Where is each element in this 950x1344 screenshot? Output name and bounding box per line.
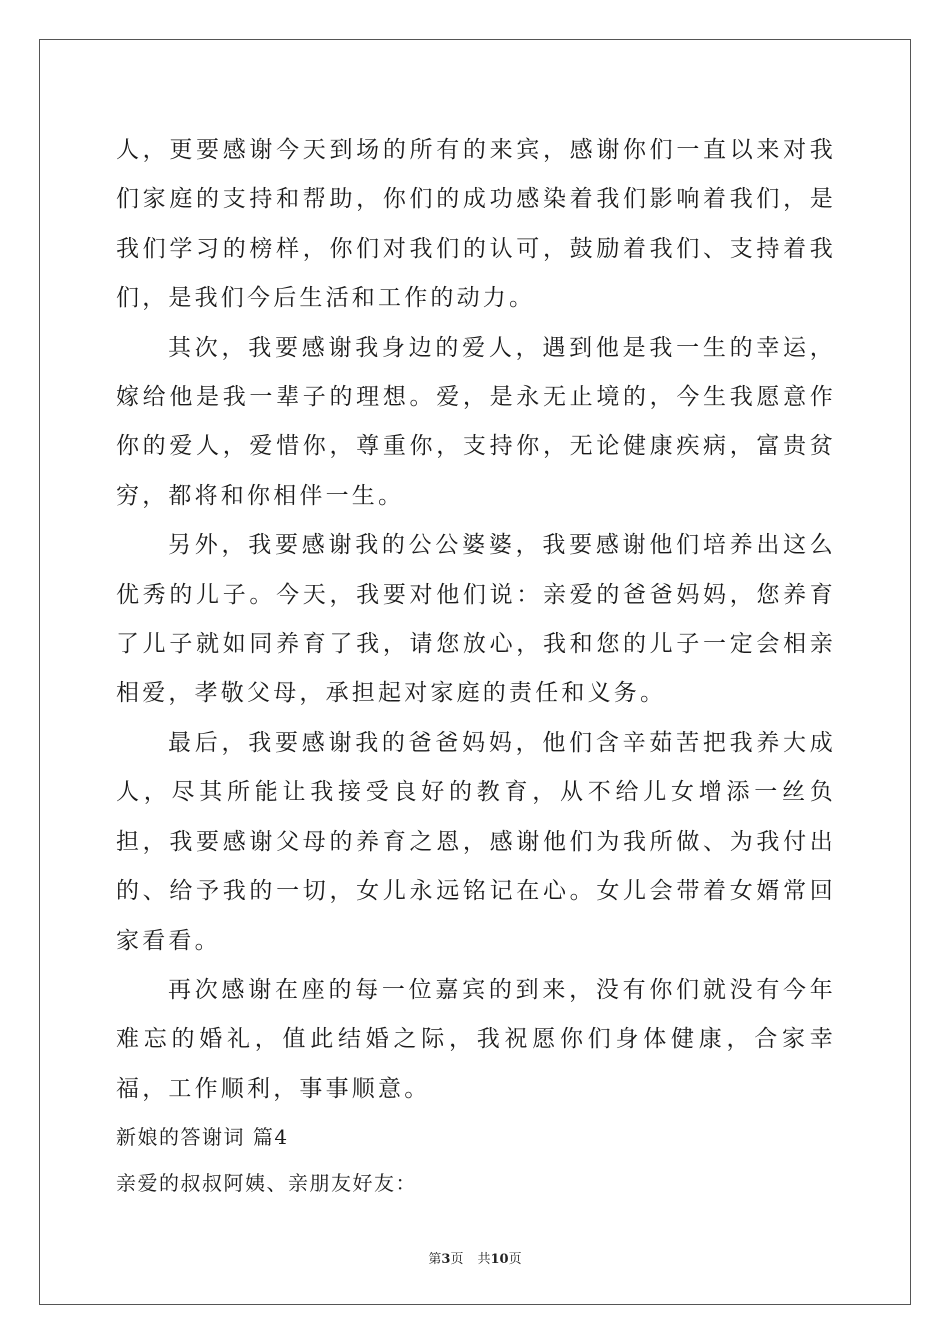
footer-page-suffix: 页 [450,1252,464,1267]
footer-total-prefix: 共 [477,1252,491,1267]
footer-page-prefix: 第 [428,1252,442,1267]
footer-total-pages: 10 [490,1252,509,1267]
document-body [116,126,836,1206]
page-footer [0,1248,950,1267]
paragraph-spouse: 其次，我要感谢我身边的爱人，遇到他是我一生的幸运，嫁给他是我一辈子的理想。爱，是永无止境的，今生我愿意作你的爱人，爱惜你，尊重你，支持你，无论健康疾病，富贵贫穷，都将和你相伴一生。 [116,334,836,509]
paragraph-parents: 最后，我要感谢我的爸爸妈妈，他们含辛茹苦把我养大成人，尽其所能让我接受良好的教育，从不给儿女增添一丝负担，我要感谢父母的养育之恩，感谢他们为我所做、为我付出的、给予我的一切，女儿永远铭记在心。女儿会带着女婿常回家看看。 [116,729,836,954]
footer-total-suffix: 页 [508,1252,522,1267]
salutation: 亲爱的叔叔阿姨、亲朋友好友： [116,1171,417,1196]
paragraph-closing: 再次感谢在座的每一位嘉宾的到来，没有你们就没有今年难忘的婚礼，值此结婚之际，我祝愿你们身体健康，合家幸福，工作顺利，事事顺意。 [116,976,836,1102]
footer-page-number: 3 [441,1252,451,1267]
paragraph-continuation: 人，更要感谢今天到场的所有的来宾，感谢你们一直以来对我们家庭的支持和帮助，你们的成功感染着我们影响着我们，是我们学习的榜样，你们对我们的认可，鼓励着我们、支持着我们，是我们今后生活和工作的动力。 [116,137,836,312]
paragraph-in-laws: 另外，我要感谢我的公公婆婆，我要感谢他们培养出这么优秀的儿子。今天，我要对他们说：亲爱的爸爸妈妈，您养育了儿子就如同养育了我，请您放心，我和您的儿子一定会相亲相爱，孝敬父母，承担起对家庭的责任和义务。 [116,532,836,707]
section-title: 新娘的答谢词 篇4 [116,1125,289,1150]
